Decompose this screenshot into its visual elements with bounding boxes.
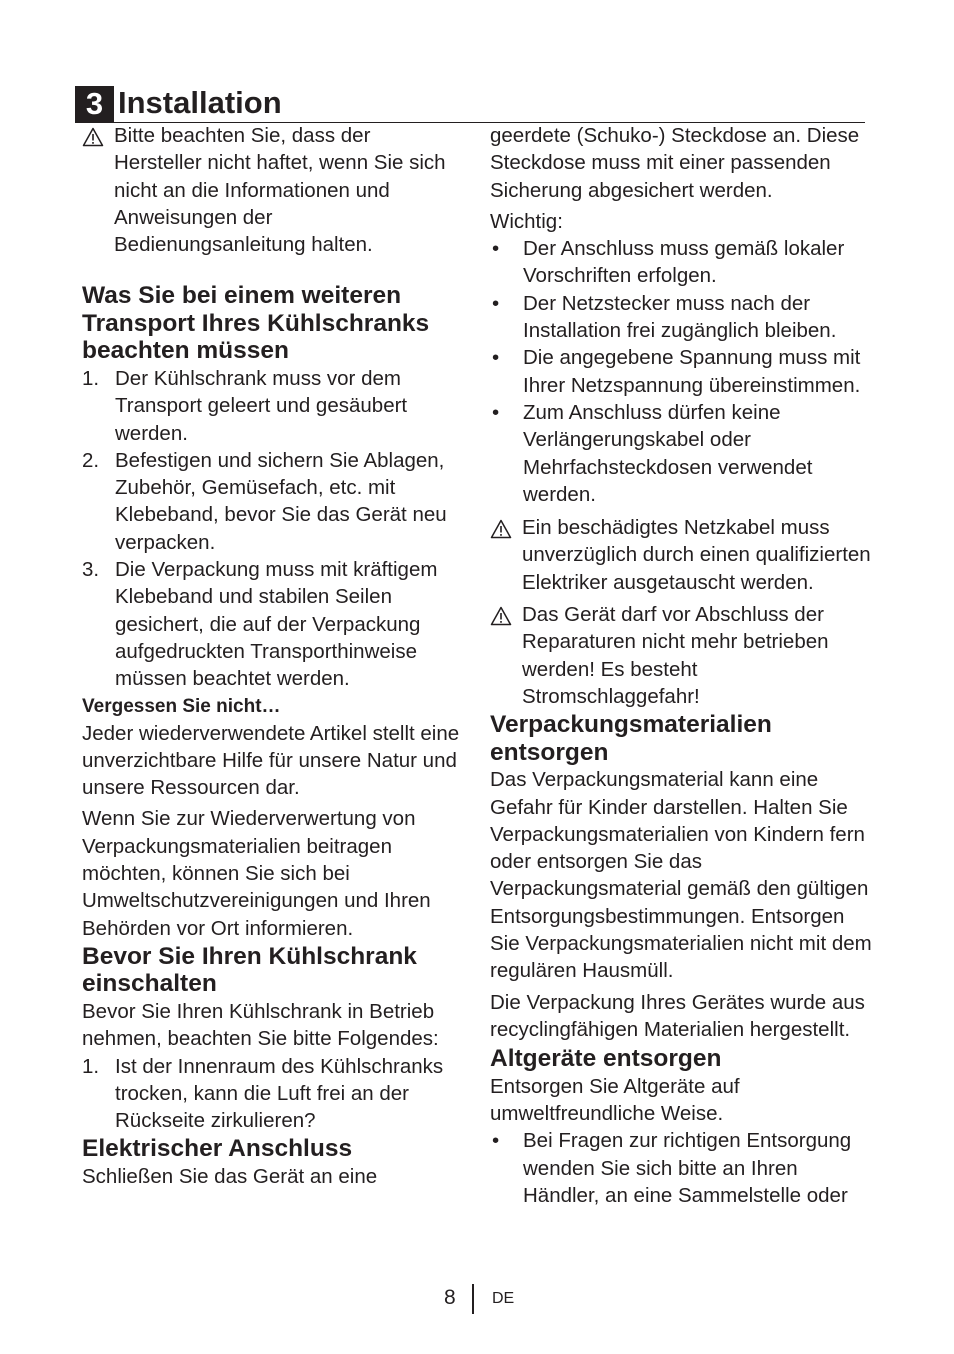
section-heading-electric: Elektrischer Anschluss	[82, 1135, 353, 1163]
important-bullets	[490, 235, 874, 508]
bullet-item: • Der Netzstecker muss nach der Installation frei zugänglich bleiben.	[492, 291, 837, 343]
language-code: DE	[492, 1290, 515, 1307]
warning-note	[490, 601, 874, 710]
paragraph: Schließen Sie das Gerät an eine	[82, 1164, 378, 1188]
warning-text: Bitte beachten Sie, dass der Hersteller nicht haftet, wenn Sie sich nicht an die Informationen und Anweisungen der Bedienungsanleitung halten.	[114, 124, 446, 257]
section-heading-transport: Was Sie bei einem weiteren Transport Ihres Kühlschranks beachten müssen	[82, 282, 430, 365]
transport-steps	[82, 365, 460, 693]
important-label: Wichtig:	[490, 209, 563, 233]
warning-triangle-icon	[490, 519, 512, 539]
warning-text: Ein beschädigtes Netzkabel muss unverzüglich durch einen qualifizierten Elektriker ausgetauscht werden.	[522, 516, 871, 594]
paragraph: geerdete (Schuko-) Steckdose an. Diese Steckdose muss mit einer passenden Sicherung abgesichert werden.	[490, 124, 860, 202]
section-heading-packaging: Verpackungsmaterialien entsorgen	[490, 711, 772, 766]
page-footer	[0, 1284, 954, 1314]
bullet-item: • Der Anschluss muss gemäß lokaler Vorschriften erfolgen.	[492, 237, 845, 288]
list-item: 2. Befestigen und sichern Sie Ablagen, Zubehör, Gemüsefach, etc. mit Klebeband, bevor Sie das Gerät neu verpacken.	[82, 448, 447, 554]
paragraph: Wenn Sie zur Wiederverwertung von Verpackungsmaterialien beitragen möchten, können Sie sich bei Umweltschutzvereinigungen und Ihren Behörden vor Ort informieren.	[82, 807, 431, 940]
page-number: 8	[444, 1286, 456, 1309]
warning-text: Das Gerät darf vor Abschluss der Reparaturen nicht mehr betrieben werden! Es besteht Stromschlaggefahr!	[522, 603, 829, 708]
section-heading-before: Bevor Sie Ihren Kühlschrank einschalten	[82, 942, 417, 998]
chapter-number: 3	[75, 86, 114, 122]
footer-divider	[472, 1284, 474, 1314]
bullet-item: • Die angegebene Spannung muss mit Ihrer Netzspannung übereinstimmen.	[492, 346, 861, 397]
bullet-item: • Zum Anschluss dürfen keine Verlängerungskabel oder Mehrfachsteckdosen verwendet werden.	[492, 400, 813, 506]
warning-note	[82, 122, 460, 258]
chapter-header	[75, 84, 865, 123]
subheading-forget: Vergessen Sie nicht…	[82, 695, 281, 717]
section-heading-old-devices: Altgeräte entsorgen	[490, 1045, 722, 1073]
paragraph: Bevor Sie Ihren Kühlschrank in Betrieb nehmen, beachten Sie bitte Folgendes:	[82, 999, 439, 1051]
bullet-item: • Bei Fragen zur richtigen Entsorgung wenden Sie sich bitte an Ihren Händler, an eine Sammelstelle oder	[492, 1129, 852, 1207]
paragraph: Entsorgen Sie Altgeräte auf umweltfreundliche Weise.	[490, 1074, 740, 1125]
warning-note	[490, 514, 874, 596]
paragraph: Das Verpackungsmaterial kann eine Gefahr für Kinder darstellen. Halten Sie Verpackungsmaterialien von Kindern fern oder entsorgen Sie das Verpackungsmaterial gemäß den gültigen Entsorgungsbestimmungen. Entsorgen Sie Verpackungsmaterialien nicht mit dem regulären Hausmüll.	[490, 768, 872, 983]
right-column	[490, 122, 874, 1209]
list-item: 3. Die Verpackung muss mit kräftigem Klebeband und stabilen Seilen gesichert, die auf der Verpackung aufgedruckten Transporthinweise müssen beachtet werden.	[82, 558, 438, 691]
warning-triangle-icon	[490, 606, 512, 626]
warning-triangle-icon	[82, 127, 104, 147]
list-item: 1. Der Kühlschrank muss vor dem Transport geleert und gesäubert werden.	[82, 366, 408, 445]
list-item: 1. Ist der Innenraum des Kühlschranks trocken, kann die Luft frei an der Rückseite zirkulieren?	[82, 1054, 444, 1133]
left-column	[82, 122, 460, 1190]
paragraph: Jeder wiederverwendete Artikel stellt eine unverzichtbare Hilfe für unsere Natur und unsere Ressourcen dar.	[82, 721, 460, 800]
chapter-title: Installation	[118, 85, 282, 120]
paragraph: Die Verpackung Ihres Gerätes wurde aus recyclingfähigen Materialien hergestellt.	[490, 990, 865, 1041]
